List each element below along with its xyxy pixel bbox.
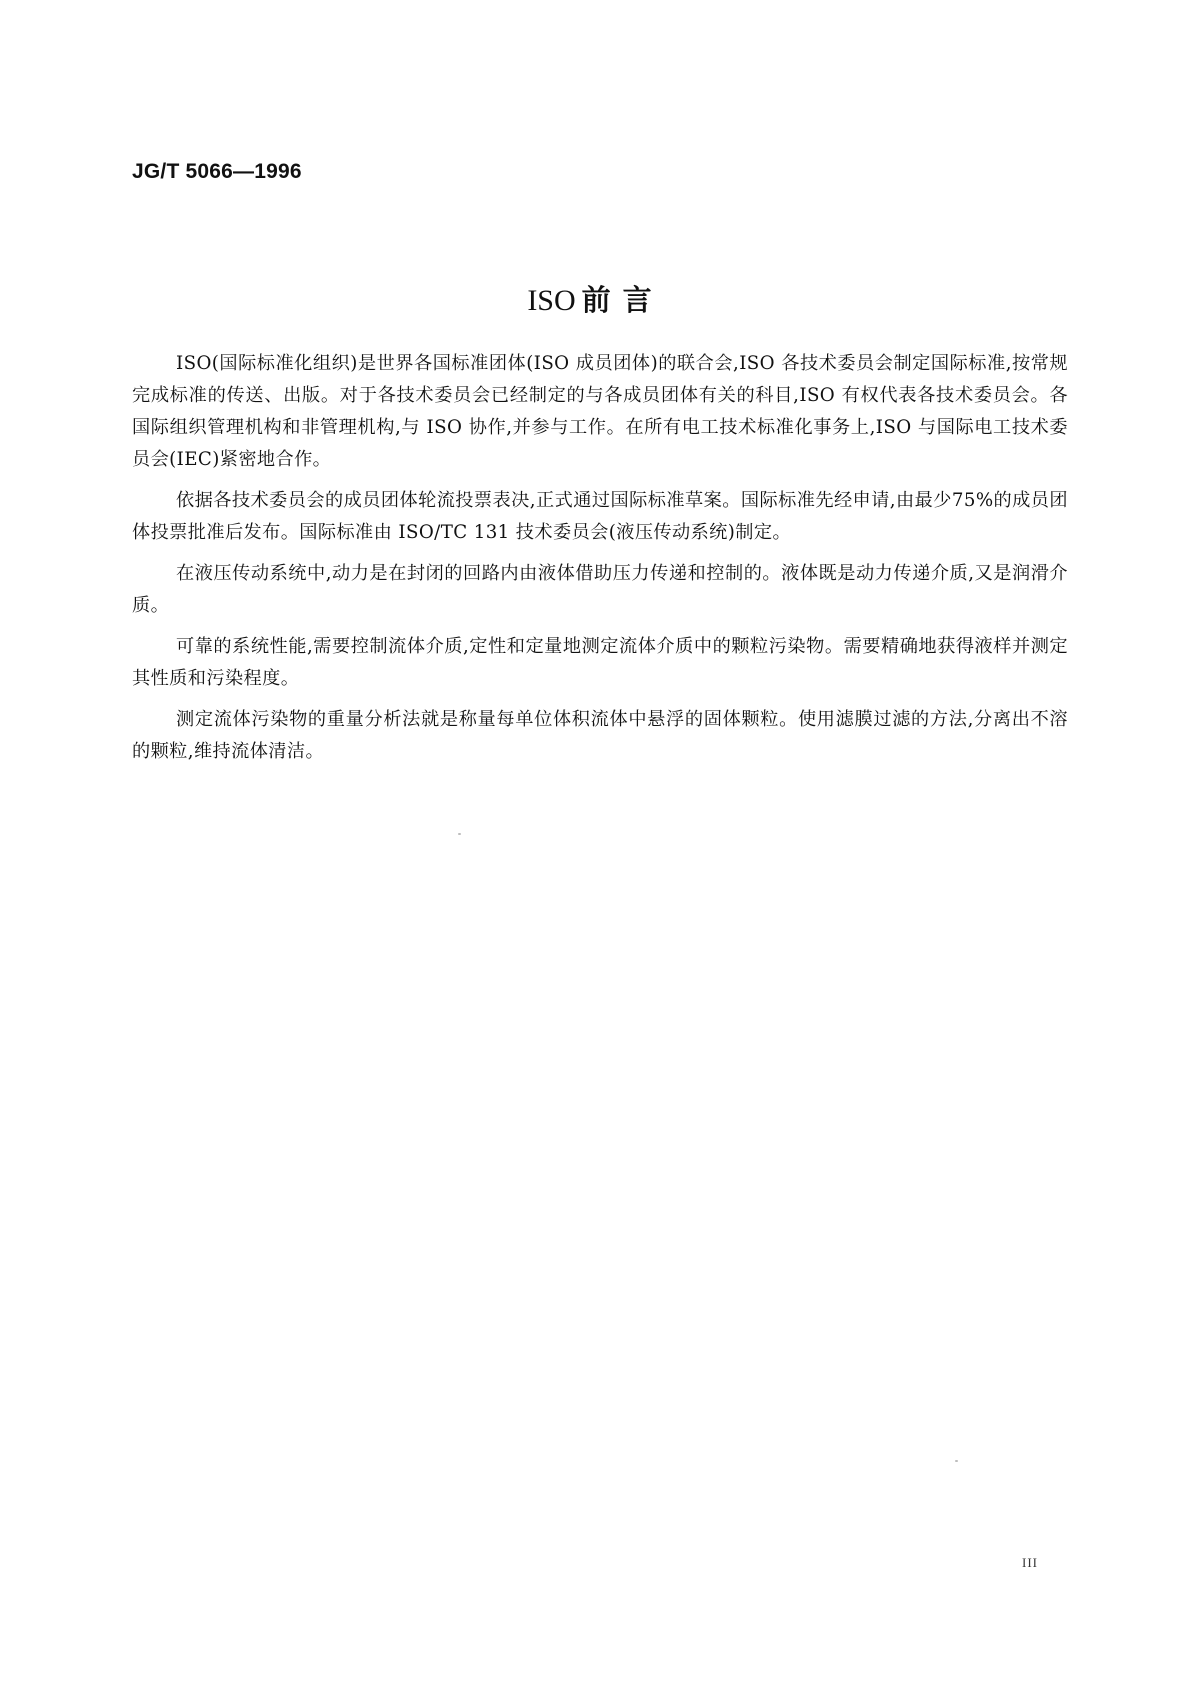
paragraph: 可靠的系统性能,需要控制流体介质,定性和定量地测定流体介质中的颗粒污染物。需要精确地获得液样并测定其性质和污染程度。 [132, 636, 1068, 689]
body-text [132, 348, 1068, 777]
paragraph: 依据各技术委员会的成员团体轮流投票表决,正式通过国际标准草案。国际标准先经申请,由最少75%的成员团体投票批准后发布。国际标准由 ISO/TC 131 技术委员会(液压传动系统)制定。 [132, 490, 1068, 543]
section-title-cjk: 前言 [581, 283, 664, 317]
paragraph: 在液压传动系统中,动力是在封闭的回路内由液体借助压力传递和控制的。液体既是动力传递介质,又是润滑介质。 [132, 563, 1068, 616]
paragraph: 测定流体污染物的重量分析法就是称量每单位体积流体中悬浮的固体颗粒。使用滤膜过滤的方法,分离出不溶的颗粒,维持流体清洁。 [132, 709, 1068, 762]
scan-speck [955, 1460, 958, 1462]
section-title [0, 280, 1191, 321]
page-number: III [1022, 1555, 1038, 1570]
section-title-latin: ISO [527, 284, 576, 317]
document-code: JG/T 5066—1996 [132, 160, 302, 183]
scan-speck [458, 833, 461, 835]
paragraph: ISO(国际标准化组织)是世界各国标准团体(ISO 成员团体)的联合会,ISO 各技术委员会制定国际标准,按常规完成标准的传送、出版。对于各技术委员会已经制定的与各成员团体有关的科目,ISO 有权代表各技术委员会。各国际组织管理机构和非管理机构,与 ISO 协作,并参与工作。在所有电工技术标准化事务上,ISO 与国际电工技术委员会(IEC)紧密地合作。 [132, 353, 1068, 470]
